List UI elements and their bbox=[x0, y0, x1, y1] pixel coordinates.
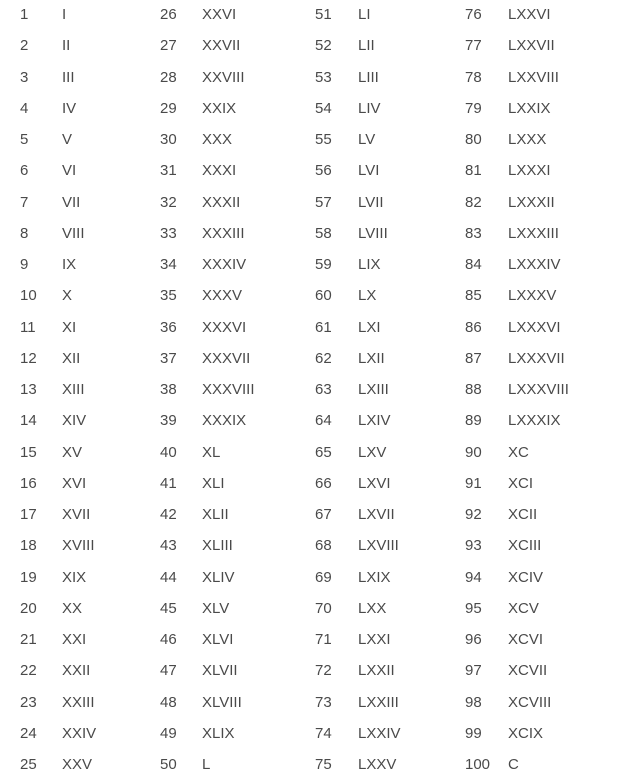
roman-numeral: LV bbox=[358, 131, 376, 148]
arabic-number: 61 bbox=[315, 318, 332, 336]
arabic-number: 43 bbox=[160, 537, 177, 555]
arabic-number: 49 bbox=[160, 724, 177, 742]
arabic-number: 50 bbox=[160, 756, 177, 773]
arabic-number: 48 bbox=[160, 693, 177, 711]
roman-numeral: XCIV bbox=[508, 568, 544, 586]
arabic-number: 71 bbox=[315, 631, 332, 648]
arabic-number: 88 bbox=[465, 381, 482, 398]
roman-numeral: VI bbox=[62, 162, 77, 180]
roman-numeral: IV bbox=[62, 99, 77, 117]
roman-numeral: X bbox=[62, 287, 73, 305]
arabic-number: 90 bbox=[465, 443, 482, 461]
roman-numeral: XI bbox=[62, 318, 77, 336]
roman-numeral: XXVI bbox=[202, 6, 237, 23]
roman-numeral: LXXXVII bbox=[508, 349, 565, 367]
arabic-number: 17 bbox=[20, 506, 37, 523]
arabic-number: 9 bbox=[20, 256, 29, 273]
roman-numeral: LXXIV bbox=[358, 724, 401, 742]
roman-numeral: LXXVII bbox=[508, 37, 555, 55]
roman-numeral: XCVI bbox=[508, 631, 544, 648]
arabic-number: 35 bbox=[160, 287, 177, 305]
roman-numeral: LXIII bbox=[358, 381, 389, 398]
roman-numeral: LXIV bbox=[358, 412, 391, 430]
roman-numeral: II bbox=[62, 37, 71, 55]
roman-numeral: LX bbox=[358, 287, 377, 305]
arabic-number: 20 bbox=[20, 599, 37, 617]
roman-numeral: XLVIII bbox=[202, 693, 242, 711]
arabic-number: 37 bbox=[160, 349, 177, 367]
arabic-number: 58 bbox=[315, 224, 332, 242]
arabic-number: 33 bbox=[160, 224, 177, 242]
arabic-number: 62 bbox=[315, 349, 332, 367]
roman-numeral: XXXVI bbox=[202, 318, 247, 336]
roman-numeral: XXXIII bbox=[202, 224, 245, 242]
arabic-number: 97 bbox=[465, 662, 482, 680]
roman-numeral: C bbox=[508, 756, 519, 773]
roman-numeral: XXV bbox=[62, 756, 93, 773]
arabic-number: 66 bbox=[315, 474, 332, 492]
roman-numeral: XXXVII bbox=[202, 349, 251, 367]
arabic-number: 5 bbox=[20, 131, 29, 148]
roman-numeral: LIV bbox=[358, 99, 381, 117]
arabic-number: 15 bbox=[20, 443, 37, 461]
arabic-number: 46 bbox=[160, 631, 177, 648]
arabic-number: 2 bbox=[20, 37, 29, 55]
roman-numeral: XVIII bbox=[62, 537, 95, 555]
arabic-number: 30 bbox=[160, 131, 177, 148]
arabic-number: 38 bbox=[160, 381, 177, 398]
arabic-number: 26 bbox=[160, 6, 177, 23]
roman-numeral: LXXVI bbox=[508, 6, 551, 23]
roman-numeral: L bbox=[202, 756, 211, 773]
arabic-number: 59 bbox=[315, 256, 332, 273]
roman-numeral: XXVIII bbox=[202, 68, 245, 86]
roman-numeral: XXXII bbox=[202, 193, 241, 211]
roman-numeral: XCVIII bbox=[508, 693, 552, 711]
roman-numeral: XC bbox=[508, 443, 529, 461]
arabic-number: 22 bbox=[20, 662, 37, 680]
arabic-number: 76 bbox=[465, 6, 482, 23]
roman-numeral: LXII bbox=[358, 349, 385, 367]
arabic-number: 28 bbox=[160, 68, 177, 86]
arabic-number: 86 bbox=[465, 318, 482, 336]
roman-numeral: XCVII bbox=[508, 662, 548, 680]
roman-numeral: XL bbox=[202, 443, 221, 461]
arabic-number: 83 bbox=[465, 224, 482, 242]
roman-numeral: LXVI bbox=[358, 474, 391, 492]
arabic-number: 78 bbox=[465, 68, 482, 86]
roman-numeral: LXXIII bbox=[358, 693, 399, 711]
roman-numeral: XVI bbox=[62, 474, 87, 492]
arabic-number: 52 bbox=[315, 37, 332, 55]
arabic-number: 47 bbox=[160, 662, 177, 680]
roman-numeral: LXXIX bbox=[508, 99, 551, 117]
arabic-number: 32 bbox=[160, 193, 177, 211]
arabic-number: 4 bbox=[20, 99, 29, 117]
arabic-number: 57 bbox=[315, 193, 332, 211]
roman-numeral: LXXVIII bbox=[508, 68, 559, 86]
arabic-number: 64 bbox=[315, 412, 332, 430]
arabic-number: 39 bbox=[160, 412, 177, 430]
arabic-number: 80 bbox=[465, 131, 482, 148]
arabic-number: 100 bbox=[465, 756, 491, 773]
roman-numeral: LXXII bbox=[358, 662, 395, 680]
arabic-number: 95 bbox=[465, 599, 482, 617]
roman-numeral: XLV bbox=[202, 599, 230, 617]
roman-numeral: XXXIV bbox=[202, 256, 247, 273]
arabic-number: 72 bbox=[315, 662, 332, 680]
roman-numeral: XVII bbox=[62, 506, 91, 523]
roman-numeral: LII bbox=[358, 37, 375, 55]
arabic-number: 34 bbox=[160, 256, 177, 273]
roman-numeral: LXV bbox=[358, 443, 387, 461]
arabic-number: 45 bbox=[160, 599, 177, 617]
arabic-number: 93 bbox=[465, 537, 482, 555]
arabic-number: 14 bbox=[20, 412, 37, 430]
arabic-number: 16 bbox=[20, 474, 37, 492]
roman-numeral: XLIII bbox=[202, 537, 233, 555]
arabic-number: 60 bbox=[315, 287, 332, 305]
arabic-number: 70 bbox=[315, 599, 332, 617]
arabic-number: 84 bbox=[465, 256, 482, 273]
roman-numeral: XXIII bbox=[62, 693, 95, 711]
arabic-number: 3 bbox=[20, 68, 29, 86]
roman-numeral: III bbox=[62, 68, 75, 86]
arabic-number: 69 bbox=[315, 568, 332, 586]
roman-numeral: XCI bbox=[508, 474, 534, 492]
arabic-number: 27 bbox=[160, 37, 177, 55]
arabic-number: 85 bbox=[465, 287, 482, 305]
roman-numeral: LXXXVIII bbox=[508, 381, 569, 398]
roman-numeral: LVIII bbox=[358, 224, 388, 242]
roman-numeral: XXVII bbox=[202, 37, 241, 55]
roman-numeral: XXXV bbox=[202, 287, 243, 305]
arabic-number: 63 bbox=[315, 381, 332, 398]
roman-numeral: XCIX bbox=[508, 724, 544, 742]
arabic-number: 87 bbox=[465, 349, 482, 367]
arabic-number: 6 bbox=[20, 162, 29, 180]
arabic-number: 81 bbox=[465, 162, 482, 180]
roman-numeral: XLIX bbox=[202, 724, 235, 742]
arabic-number: 23 bbox=[20, 693, 37, 711]
roman-numeral: VII bbox=[62, 193, 81, 211]
arabic-number: 94 bbox=[465, 568, 482, 586]
arabic-number: 24 bbox=[20, 724, 37, 742]
arabic-number: 40 bbox=[160, 443, 177, 461]
roman-numeral: XIII bbox=[62, 381, 85, 398]
arabic-number: 98 bbox=[465, 693, 482, 711]
roman-numeral: LVII bbox=[358, 193, 384, 211]
roman-numeral: LXXI bbox=[358, 631, 391, 648]
arabic-number: 77 bbox=[465, 37, 482, 55]
roman-numeral: XXXI bbox=[202, 162, 237, 180]
arabic-number: 89 bbox=[465, 412, 482, 430]
arabic-number: 42 bbox=[160, 506, 177, 523]
roman-numeral: XLI bbox=[202, 474, 225, 492]
roman-numeral: XXXVIII bbox=[202, 381, 255, 398]
arabic-number: 25 bbox=[20, 756, 37, 773]
roman-numeral: XCII bbox=[508, 506, 538, 523]
roman-numeral: XXXIX bbox=[202, 412, 247, 430]
roman-numeral: LXXV bbox=[358, 756, 397, 773]
roman-numeral: LIX bbox=[358, 256, 381, 273]
arabic-number: 96 bbox=[465, 631, 482, 648]
roman-numeral: LXXXIX bbox=[508, 412, 561, 430]
arabic-number: 67 bbox=[315, 506, 332, 523]
arabic-number: 99 bbox=[465, 724, 482, 742]
roman-numeral: V bbox=[62, 131, 73, 148]
roman-numeral: XLII bbox=[202, 506, 229, 523]
arabic-number: 36 bbox=[160, 318, 177, 336]
roman-numeral: LXXXI bbox=[508, 162, 551, 180]
arabic-number: 56 bbox=[315, 162, 332, 180]
arabic-number: 74 bbox=[315, 724, 332, 742]
roman-numeral: LXI bbox=[358, 318, 381, 336]
roman-numeral: XXIX bbox=[202, 99, 237, 117]
roman-numeral: LIII bbox=[358, 68, 379, 86]
arabic-number: 19 bbox=[20, 568, 37, 586]
roman-numeral: XXX bbox=[202, 131, 233, 148]
roman-numeral: LXIX bbox=[358, 568, 391, 586]
roman-numeral: LXVII bbox=[358, 506, 395, 523]
arabic-number: 10 bbox=[20, 287, 37, 305]
roman-numeral: IX bbox=[62, 256, 77, 273]
arabic-number: 18 bbox=[20, 537, 37, 555]
roman-numeral: XCIII bbox=[508, 537, 542, 555]
roman-numeral: XV bbox=[62, 443, 83, 461]
roman-numeral: LXX bbox=[358, 599, 387, 617]
arabic-number: 75 bbox=[315, 756, 332, 773]
roman-numeral: LXXXII bbox=[508, 193, 555, 211]
roman-numeral: XLVII bbox=[202, 662, 238, 680]
arabic-number: 91 bbox=[465, 474, 482, 492]
roman-numeral: I bbox=[62, 6, 67, 23]
arabic-number: 44 bbox=[160, 568, 177, 586]
roman-numeral: XLVI bbox=[202, 631, 234, 648]
arabic-number: 73 bbox=[315, 693, 332, 711]
roman-numeral: XXI bbox=[62, 631, 87, 648]
roman-numeral: LXXXIII bbox=[508, 224, 559, 242]
roman-numeral: LVI bbox=[358, 162, 380, 180]
roman-numeral: XLIV bbox=[202, 568, 235, 586]
arabic-number: 54 bbox=[315, 99, 332, 117]
arabic-number: 13 bbox=[20, 381, 37, 398]
roman-numeral: LXXXIV bbox=[508, 256, 561, 273]
arabic-number: 79 bbox=[465, 99, 482, 117]
arabic-number: 41 bbox=[160, 474, 177, 492]
arabic-number: 53 bbox=[315, 68, 332, 86]
arabic-number: 29 bbox=[160, 99, 177, 117]
roman-numeral: LI bbox=[358, 6, 371, 23]
arabic-number: 21 bbox=[20, 631, 37, 648]
roman-numeral: LXXX bbox=[508, 131, 547, 148]
arabic-number: 55 bbox=[315, 131, 332, 148]
arabic-number: 7 bbox=[20, 193, 29, 211]
roman-numeral: XXII bbox=[62, 662, 91, 680]
roman-numeral: XX bbox=[62, 599, 83, 617]
arabic-number: 31 bbox=[160, 162, 177, 180]
roman-numeral: XXIV bbox=[62, 724, 97, 742]
roman-numeral: XIX bbox=[62, 568, 87, 586]
roman-numeral: LXXXVI bbox=[508, 318, 561, 336]
arabic-number: 68 bbox=[315, 537, 332, 555]
roman-numeral: XCV bbox=[508, 599, 539, 617]
arabic-number: 1 bbox=[20, 6, 29, 23]
roman-numeral: VIII bbox=[62, 224, 85, 242]
arabic-number: 65 bbox=[315, 443, 332, 461]
arabic-number: 8 bbox=[20, 224, 29, 242]
roman-numeral: LXVIII bbox=[358, 537, 399, 555]
roman-numeral: XII bbox=[62, 349, 81, 367]
arabic-number: 92 bbox=[465, 506, 482, 523]
arabic-number: 82 bbox=[465, 193, 482, 211]
roman-numeral: LXXXV bbox=[508, 287, 557, 305]
arabic-number: 51 bbox=[315, 6, 332, 23]
roman-numeral: XIV bbox=[62, 412, 87, 430]
arabic-number: 11 bbox=[20, 318, 36, 336]
arabic-number: 12 bbox=[20, 349, 37, 367]
